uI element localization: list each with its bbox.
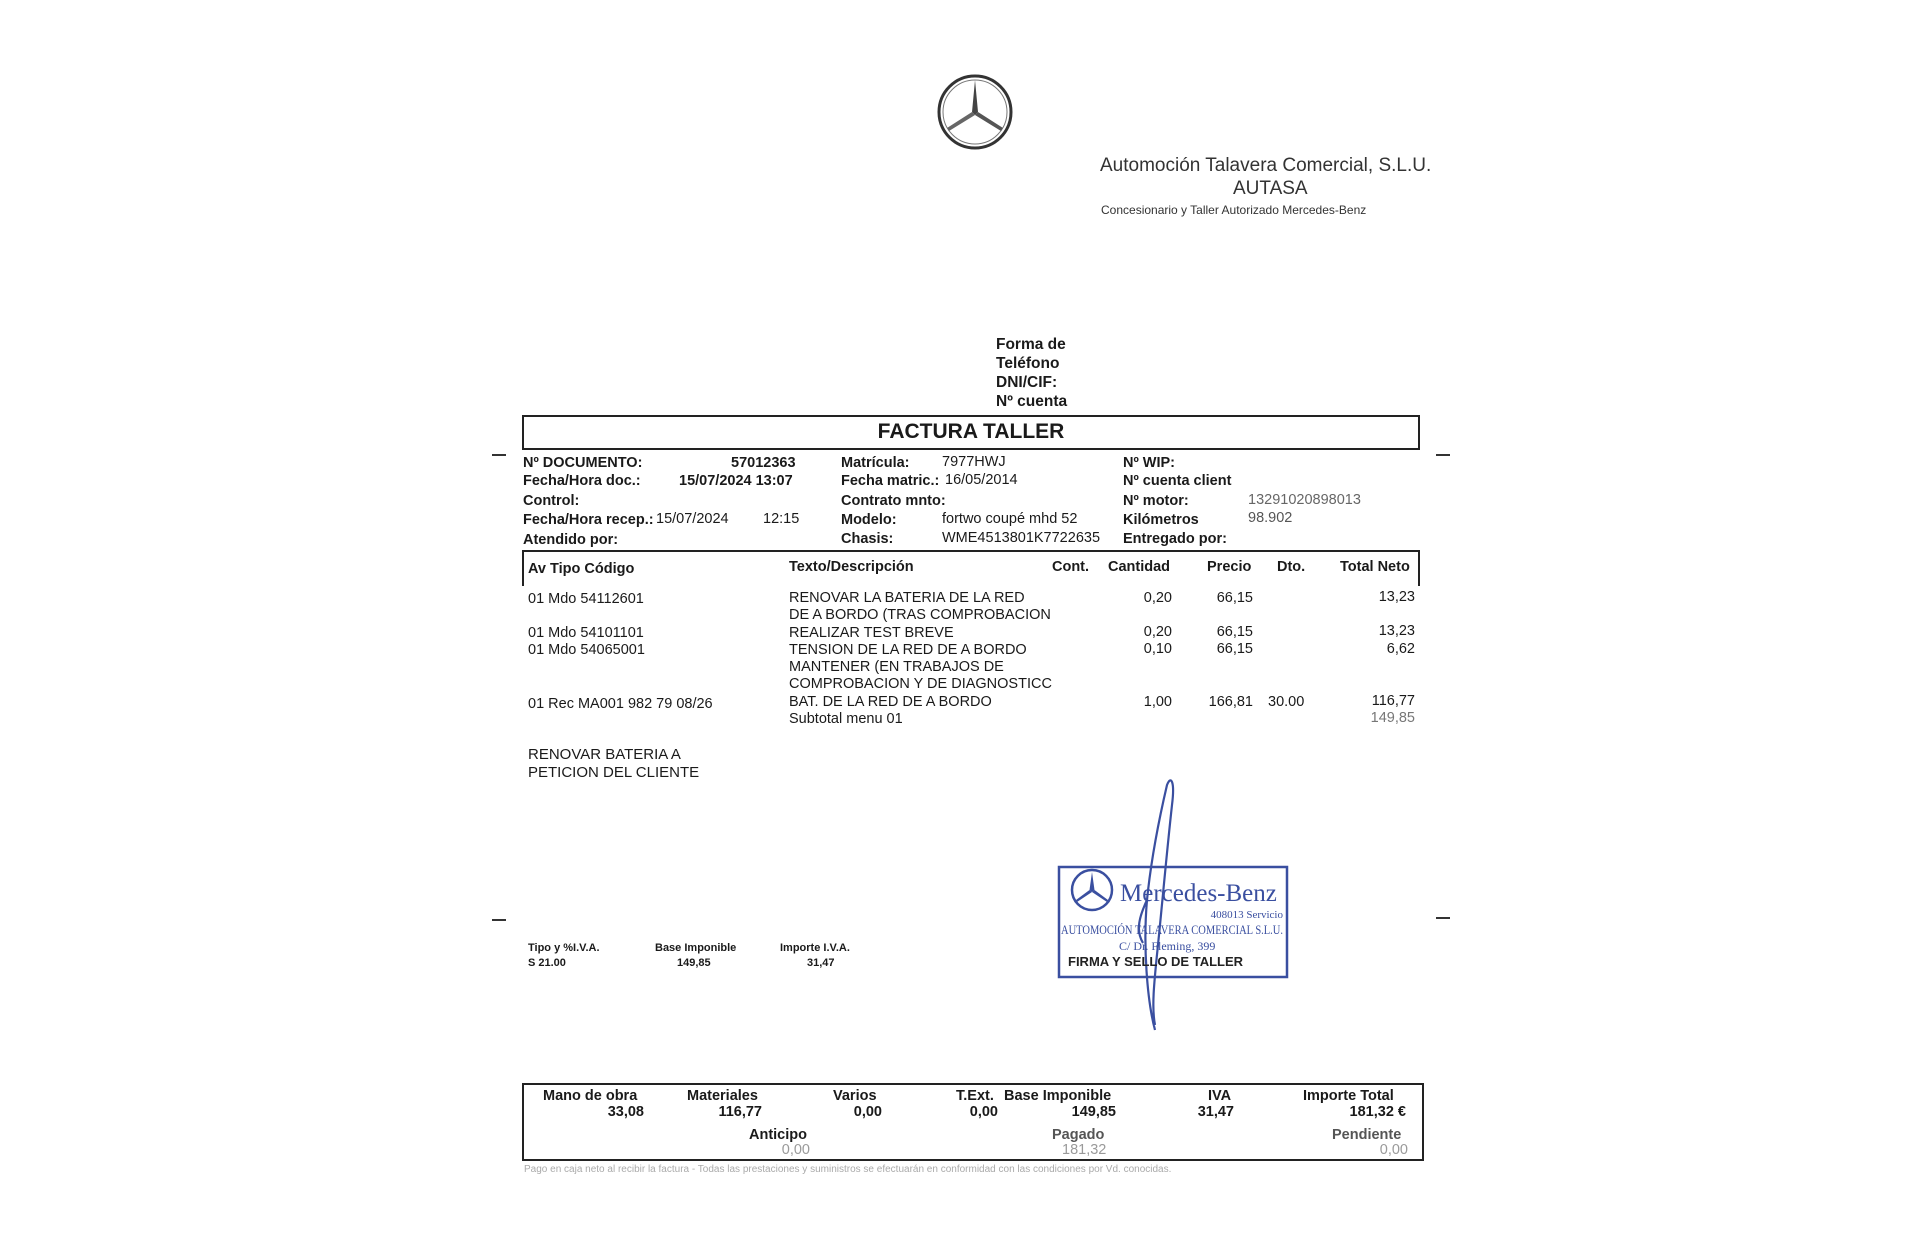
anticipo-value: 0,00 xyxy=(781,1142,810,1158)
text-label: T.Ext. xyxy=(956,1088,994,1104)
row-total: 13,23 xyxy=(1378,589,1415,605)
fecha-recep-date: 15/07/2024 xyxy=(656,511,729,527)
dni-label: DNI/CIF: xyxy=(996,374,1058,391)
materiales-label: Materiales xyxy=(687,1088,758,1104)
stamp-brand: Mercedes-Benz xyxy=(1120,880,1277,907)
vat-importe-label: Importe I.V.A. xyxy=(780,942,850,954)
margin-mark xyxy=(492,919,506,921)
vat-base-value: 149,85 xyxy=(677,957,711,969)
importe-label: Importe Total xyxy=(1303,1088,1394,1104)
subtotal-label: Subtotal menu 01 xyxy=(789,711,903,727)
atendido-label: Atendido por: xyxy=(523,532,619,548)
row-desc: RENOVAR LA BATERIA DE LA RED xyxy=(789,590,1025,606)
fecha-recep-label: Fecha/Hora recep.: xyxy=(523,512,654,528)
pendiente-label: Pendiente xyxy=(1332,1127,1402,1143)
pagado-value: 181,32 xyxy=(1062,1142,1107,1158)
motor-label: Nº motor: xyxy=(1123,493,1189,509)
varios-label: Varios xyxy=(833,1088,877,1104)
forma-label: Forma de xyxy=(996,336,1066,353)
iva-label: IVA xyxy=(1208,1088,1232,1104)
importe-value: 181,32 € xyxy=(1349,1104,1406,1120)
iva-value: 31,47 xyxy=(1197,1104,1234,1120)
col-header-cantidad: Cantidad xyxy=(1108,559,1171,575)
varios-value: 0,00 xyxy=(853,1104,882,1120)
col-header-dto: Dto. xyxy=(1277,559,1306,575)
km-label: Kilómetros xyxy=(1123,512,1199,528)
row-code: 01 Mdo 54112601 xyxy=(528,591,644,607)
anticipo-label: Anticipo xyxy=(749,1127,807,1143)
row-code: 01 Mdo 54101101 xyxy=(528,625,644,641)
workshop-stamp xyxy=(1055,775,1295,1035)
row-cantidad: 0,20 xyxy=(1143,624,1172,640)
company-name: Automoción Talavera Comercial, S.L.U. xyxy=(1100,155,1432,176)
col-header-tipo: Av Tipo Código xyxy=(528,561,635,577)
mano-label: Mano de obra xyxy=(543,1088,638,1104)
fecha-recep-time: 12:15 xyxy=(763,511,800,527)
footer-note: Pago en caja neto al recibir la factura - Todas las prestaciones y suministros se efectuarán en conformidad con las condiciones por Vd. conocidas. xyxy=(524,1164,1172,1175)
fecha-matric-label: Fecha matric.: xyxy=(841,473,940,489)
row-desc: TENSION DE LA RED DE A BORDO xyxy=(789,642,1027,658)
cuenta-label: Nº cuenta xyxy=(996,393,1068,410)
telefono-label: Teléfono xyxy=(996,355,1060,372)
stamp-address: C/ Dr. Fleming, 399 xyxy=(1119,939,1216,953)
fecha-doc-label: Fecha/Hora doc.: xyxy=(523,473,641,489)
col-header-total: Total Neto xyxy=(1340,559,1410,575)
modelo-label: Modelo: xyxy=(841,512,897,528)
documento-value: 57012363 xyxy=(731,455,796,471)
col-header-precio: Precio xyxy=(1207,559,1252,575)
stamp-company: AUTOMOCIÓN TALAVERA COMERCIAL S.L.U. xyxy=(1061,922,1283,937)
row-total: 13,23 xyxy=(1378,623,1415,639)
mercedes-star-icon xyxy=(935,72,1015,152)
subtotal-value: 149,85 xyxy=(1370,710,1415,726)
matricula-label: Matrícula: xyxy=(841,455,910,471)
wip-label: Nº WIP: xyxy=(1123,455,1176,471)
chasis-label: Chasis: xyxy=(841,531,894,547)
row-precio: 66,15 xyxy=(1216,624,1253,640)
row-cantidad: 0,10 xyxy=(1143,641,1172,657)
matricula-value: 7977HWJ xyxy=(942,454,1006,470)
stamp-code: 408013 Servicio xyxy=(1210,909,1283,921)
margin-mark xyxy=(1436,454,1450,456)
row-total: 116,77 xyxy=(1371,693,1415,709)
pendiente-value: 0,00 xyxy=(1379,1142,1408,1158)
base-label: Base Imponible xyxy=(1004,1088,1112,1104)
invoice-title: FACTURA TALLER xyxy=(877,420,1065,443)
row-precio: 166,81 xyxy=(1208,694,1253,710)
row-total: 6,62 xyxy=(1386,641,1415,657)
vat-base-label: Base Imponible xyxy=(655,942,737,954)
row-code: 01 Mdo 54065001 xyxy=(528,642,645,658)
modelo-value: fortwo coupé mhd 52 xyxy=(942,511,1078,527)
row-precio: 66,15 xyxy=(1216,641,1253,657)
fecha-doc-value: 15/07/2024 13:07 xyxy=(679,473,793,489)
materiales-value: 116,77 xyxy=(718,1104,762,1120)
col-header-cont: Cont. xyxy=(1052,559,1090,575)
chasis-value: WME4513801K7722635 xyxy=(942,530,1101,546)
row-desc: DE A BORDO (TRAS COMPROBACION xyxy=(789,607,1051,623)
note-line: PETICION DEL CLIENTE xyxy=(528,764,700,781)
col-header-desc: Texto/Descripción xyxy=(789,559,914,575)
vat-importe-value: 31,47 xyxy=(807,957,835,969)
motor-value: 13291020898013 xyxy=(1248,492,1361,508)
stamp-caption: FIRMA Y SELLO DE TALLER xyxy=(1068,954,1244,969)
row-desc: MANTENER (EN TRABAJOS DE xyxy=(789,659,1004,675)
row-cantidad: 0,20 xyxy=(1143,590,1172,606)
vat-tipo-label: Tipo y %I.V.A. xyxy=(528,942,600,954)
row-desc: COMPROBACION Y DE DIAGNOSTICC xyxy=(789,676,1052,692)
margin-mark xyxy=(492,454,506,456)
text-value: 0,00 xyxy=(969,1104,998,1120)
vat-tipo-value: S 21.00 xyxy=(528,957,566,969)
cuenta-cliente-label: Nº cuenta client xyxy=(1123,473,1232,489)
pagado-label: Pagado xyxy=(1052,1127,1105,1143)
control-label: Control: xyxy=(523,493,580,509)
company-description: Concesionario y Taller Autorizado Mercedes-Benz xyxy=(1101,203,1367,217)
fecha-matric-value: 16/05/2014 xyxy=(945,472,1018,488)
documento-label: Nº DOCUMENTO: xyxy=(523,455,643,471)
mano-value: 33,08 xyxy=(607,1104,644,1120)
km-value: 98.902 xyxy=(1248,510,1293,526)
row-code: 01 Rec MA001 982 79 08/26 xyxy=(528,696,713,712)
row-cantidad: 1,00 xyxy=(1143,694,1172,710)
contrato-label: Contrato mnto: xyxy=(841,493,946,509)
base-value: 149,85 xyxy=(1071,1104,1116,1120)
entregado-label: Entregado por: xyxy=(1123,531,1227,547)
company-short-name: AUTASA xyxy=(1233,178,1308,199)
margin-mark xyxy=(1436,917,1450,919)
row-dto: 30.00 xyxy=(1268,694,1305,710)
row-precio: 66,15 xyxy=(1216,590,1253,606)
row-desc: BAT. DE LA RED DE A BORDO xyxy=(789,694,992,710)
note-line: RENOVAR BATERIA A xyxy=(528,746,681,763)
row-desc: REALIZAR TEST BREVE xyxy=(789,625,954,641)
